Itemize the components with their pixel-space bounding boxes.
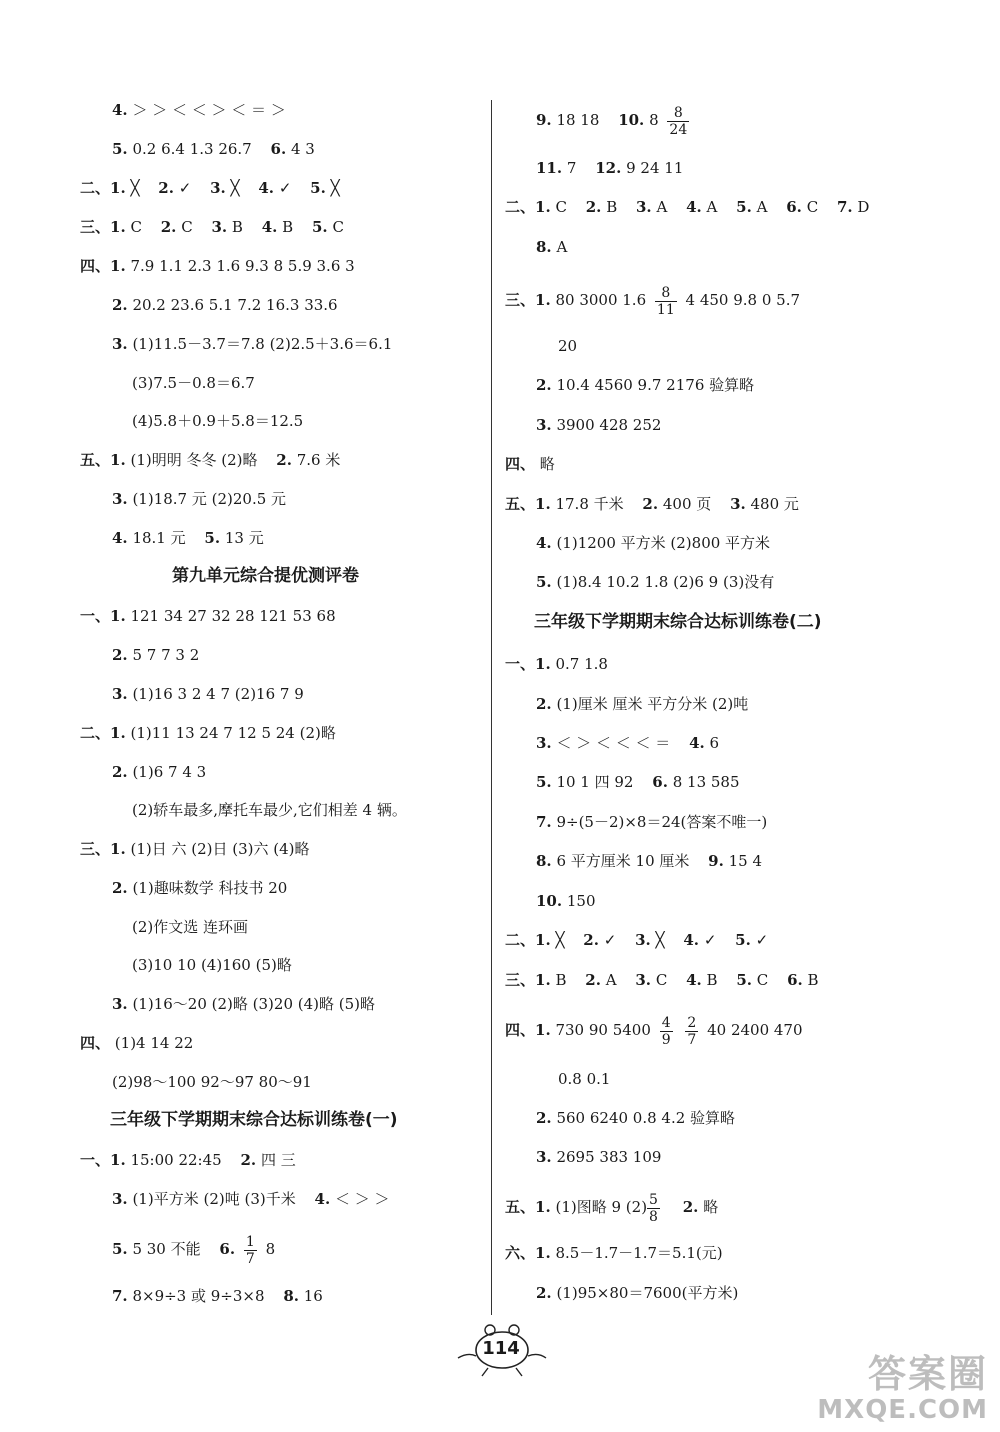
answer-line: [132, 917, 248, 937]
section-prefix: 一、: [80, 607, 111, 625]
answer-text: (4)5.8＋0.9＋5.8＝12.5: [132, 412, 304, 430]
answer-text: 4 3: [290, 140, 315, 158]
item-number: 3.: [210, 179, 226, 197]
item-number: 1.: [535, 1244, 551, 1262]
check-mark: ✓: [755, 931, 769, 949]
fraction: [655, 285, 677, 318]
item-number: 1.: [535, 971, 551, 989]
answer-text: C: [555, 198, 567, 216]
answer-text: A: [605, 971, 617, 989]
item-number: 11.: [536, 159, 563, 177]
answer-line: [558, 336, 577, 356]
item-number: 6.: [652, 773, 668, 791]
section-title: 三年级下学期期末综合达标训练卷(一): [110, 1110, 398, 1130]
answer-line: [132, 373, 255, 393]
item-number: 4.: [689, 734, 705, 752]
answer-text: C: [756, 971, 769, 989]
answer-text: D: [857, 198, 870, 216]
item-number: 1.: [535, 1021, 551, 1039]
item-number: 3.: [636, 198, 652, 216]
answer-line: [112, 139, 315, 159]
answer-text: C: [655, 971, 668, 989]
answer-line: [505, 1190, 718, 1225]
section-prefix: 四、: [505, 455, 536, 473]
answer-line: [112, 295, 338, 315]
answer-text: 150: [566, 892, 596, 910]
section-prefix: 四、: [80, 257, 111, 275]
answer-line: [80, 1150, 296, 1170]
item-number: 1.: [110, 1151, 126, 1169]
item-number: 3.: [635, 931, 651, 949]
answer-text: A: [706, 198, 718, 216]
item-number: 2.: [585, 971, 601, 989]
item-number: 9.: [536, 111, 552, 129]
fraction-numerator: 8: [655, 285, 677, 302]
item-number: 1.: [535, 931, 551, 949]
item-number: 2.: [112, 296, 128, 314]
answer-text: 15 4: [728, 852, 763, 870]
answer-line: [112, 100, 286, 120]
cross-mark: ╳: [330, 179, 340, 197]
answer-line: [536, 772, 740, 792]
item-number: 1.: [110, 840, 126, 858]
fraction-numerator: 5: [649, 1191, 658, 1208]
section-prefix: 五、: [80, 451, 111, 469]
item-number: 6.: [219, 1240, 236, 1258]
item-number: 3.: [536, 734, 552, 752]
answer-text: 16: [303, 1287, 323, 1305]
answer-text: ＞ ＞ ＜ ＜ ＞ ＜ ＝ ＞: [132, 101, 286, 119]
answer-text: 0.8 0.1: [558, 1070, 611, 1088]
item-number: 1.: [110, 218, 126, 236]
item-number: 2.: [112, 763, 128, 781]
answer-text: 5 30 不能: [132, 1240, 201, 1258]
answer-line: [536, 1283, 738, 1303]
item-number: 10.: [536, 892, 563, 910]
answer-line: [505, 282, 800, 318]
fraction: [660, 1015, 673, 1048]
answer-line: [80, 839, 310, 859]
answer-text: C: [181, 218, 193, 236]
answer-text: 10 1 四 92: [556, 773, 634, 791]
item-number: 3.: [112, 335, 128, 353]
answer-line: [536, 533, 770, 553]
item-number: 7.: [536, 813, 552, 831]
item-number: 8.: [536, 238, 552, 256]
answer-line: [80, 217, 344, 237]
answer-text: (1)11 13 24 7 12 5 24 (2)略: [130, 724, 336, 742]
answer-text: 四 三: [260, 1151, 296, 1169]
answer-line: [80, 178, 340, 198]
item-number: 2.: [536, 695, 552, 713]
answer-text: ＜ ＞ ＞: [334, 1190, 390, 1208]
answer-text: (2)98～100 92～97 80～91: [112, 1073, 312, 1091]
answer-line: [505, 930, 768, 950]
item-number: 4.: [686, 971, 702, 989]
answer-text: B: [706, 971, 718, 989]
answer-line: [112, 489, 286, 509]
answer-line: [112, 1189, 390, 1209]
answer-text: (1)平方米 (2)吨 (3)千米: [132, 1190, 296, 1208]
page-number: 114: [482, 1338, 520, 1359]
item-number: 2.: [536, 1109, 552, 1127]
answer-text: (1)6 7 4 3: [132, 763, 207, 781]
answer-line: [112, 762, 206, 782]
answer-line: [112, 645, 199, 665]
section-prefix: 二、: [505, 931, 536, 949]
answer-line: [505, 197, 869, 217]
answer-line: [536, 812, 767, 832]
item-number: 5.: [536, 573, 552, 591]
item-number: 5.: [736, 971, 753, 989]
answer-text: 480 元: [750, 495, 799, 513]
answer-text: (1)11.5－3.7＝7.8 (2)2.5＋3.6＝6.1: [132, 335, 393, 353]
answer-text: (2)轿车最多,摩托车最少,它们相差 4 辆。: [132, 801, 407, 819]
answer-line: [80, 723, 336, 743]
answer-text: (1)95×80＝7600(平方米): [556, 1284, 739, 1302]
item-number: 4.: [314, 1190, 331, 1208]
section-prefix: 一、: [505, 655, 536, 673]
answer-text: 18.1 元: [132, 529, 186, 547]
section-prefix: 二、: [505, 198, 536, 216]
section-prefix: 三、: [80, 218, 111, 236]
item-number: 10.: [618, 111, 645, 129]
answer-text: 20.2 23.6 5.1 7.2 16.3 33.6: [132, 296, 338, 314]
cross-mark: ╳: [130, 179, 140, 197]
watermark-title: 答案圈: [867, 1352, 988, 1396]
answer-line: [112, 1232, 275, 1267]
section-prefix: 五、: [505, 1198, 536, 1216]
item-number: 4.: [683, 931, 700, 949]
answer-text: 20: [558, 337, 578, 355]
item-number: 3.: [536, 1148, 552, 1166]
item-number: 1.: [535, 655, 551, 673]
answer-line: [536, 102, 693, 138]
answer-line: [80, 1033, 193, 1053]
item-number: 1.: [110, 607, 126, 625]
section-prefix: 五、: [505, 495, 536, 513]
item-number: 1.: [110, 724, 126, 742]
answer-line: [536, 375, 754, 395]
answer-text: 2695 383 109: [556, 1148, 662, 1166]
answer-text: 13 元: [224, 529, 264, 547]
answer-text: B: [555, 971, 567, 989]
item-number: 2.: [240, 1151, 257, 1169]
item-number: 4.: [261, 218, 278, 236]
section-prefix: 二、: [80, 724, 111, 742]
item-number: 6.: [787, 971, 803, 989]
answer-line: [536, 1147, 661, 1167]
answer-text: 6: [709, 734, 720, 752]
section-prefix: 三、: [505, 971, 536, 989]
answer-text: (1)16～20 (2)略 (3)20 (4)略 (5)略: [132, 995, 376, 1013]
item-number: 1.: [535, 495, 551, 513]
answer-text: C: [806, 198, 819, 216]
answer-line: [505, 970, 819, 990]
item-number: 2.: [158, 179, 174, 197]
answer-text: 3900 428 252: [556, 416, 662, 434]
answer-text: 7: [566, 159, 577, 177]
answer-line: [536, 694, 748, 714]
answer-line: [112, 994, 375, 1014]
fraction: [244, 1234, 257, 1267]
section-prefix: 二、: [80, 179, 111, 197]
answer-line: [536, 237, 567, 257]
answer-line: [536, 572, 774, 592]
answer-line: [536, 158, 683, 178]
fraction-numerator: 4: [661, 1014, 671, 1031]
answer-line: [536, 851, 762, 871]
item-number: 5.: [112, 1240, 128, 1258]
section-prefix: 六、: [505, 1244, 536, 1262]
answer-text: 6 平方厘米 10 厘米: [556, 852, 690, 870]
answer-text: 9 24 11: [626, 159, 684, 177]
answer-text: 9÷(5－2)×8＝24(答案不唯一): [556, 813, 768, 831]
answer-text: 略: [703, 1198, 719, 1216]
answer-line: [80, 256, 355, 276]
answer-text: A: [756, 198, 768, 216]
answer-text: 40 2400 470: [707, 1021, 803, 1039]
answer-line: [132, 411, 303, 431]
item-number: 5.: [112, 140, 128, 158]
answer-text: C: [332, 218, 344, 236]
fraction-numerator: 2: [687, 1014, 697, 1031]
answer-text: 17.8 千米: [555, 495, 624, 513]
answer-text: 400 页: [662, 495, 712, 513]
fraction: [647, 1192, 660, 1225]
item-number: 6.: [786, 198, 802, 216]
answer-text: (3)7.5－0.8＝6.7: [132, 374, 255, 392]
item-number: 4.: [536, 534, 552, 552]
answer-line: [112, 1072, 312, 1092]
answer-line: [112, 878, 287, 898]
section-prefix: 三、: [505, 291, 536, 309]
answer-text: (2)作文选 连环画: [132, 918, 249, 936]
answer-line: [80, 450, 340, 470]
answer-text: 4 450 9.8 0 5.7: [685, 291, 801, 309]
item-number: 5.: [310, 179, 326, 197]
item-number: 4.: [112, 529, 128, 547]
answer-line: [112, 334, 392, 354]
answer-text: 5 7 7 3 2: [132, 646, 200, 664]
item-number: 2.: [112, 879, 128, 897]
section-prefix: 一、: [80, 1151, 111, 1169]
item-number: 2.: [160, 218, 177, 236]
item-number: 1.: [535, 291, 551, 309]
answer-line: [112, 1286, 323, 1306]
answer-text: (1)厘米 厘米 平方分米 (2)吨: [556, 695, 749, 713]
answer-text: 8: [265, 1240, 276, 1258]
check-mark: ✓: [703, 931, 717, 949]
item-number: 8.: [536, 852, 552, 870]
answer-text: 8.5－1.7－1.7＝5.1(元): [555, 1244, 723, 1262]
item-number: 9.: [708, 852, 724, 870]
answer-text: 0.2 6.4 1.3 26.7: [132, 140, 252, 158]
answer-text: A: [556, 238, 568, 256]
answer-line: [505, 494, 799, 514]
item-number: 4.: [686, 198, 702, 216]
watermark-url: MXQE.COM: [817, 1395, 988, 1425]
answer-text: ＜ ＞ ＜ ＜ ＜ ＝: [556, 734, 671, 752]
item-number: 1.: [110, 451, 126, 469]
check-mark: ✓: [603, 931, 617, 949]
answer-text: B: [807, 971, 819, 989]
item-number: 3.: [730, 495, 746, 513]
answer-text: B: [606, 198, 618, 216]
answer-line: [558, 1069, 610, 1089]
answer-text: 0.7 1.8: [555, 655, 608, 673]
answer-text: 8 13 585: [672, 773, 740, 791]
answer-text: 560 6240 0.8 4.2 验算略: [556, 1109, 736, 1127]
item-number: 2.: [536, 376, 552, 394]
answer-text: 15:00 22:45: [130, 1151, 222, 1169]
item-number: 7.: [836, 198, 853, 216]
item-number: 5.: [204, 529, 221, 547]
answer-line: [536, 415, 661, 435]
answer-text: (1)明明 冬冬 (2)略: [130, 451, 258, 469]
section-title: 第九单元综合提优测评卷: [172, 566, 359, 586]
answer-text: (1)8.4 10.2 1.8 (2)6 9 (3)没有: [556, 573, 775, 591]
answer-text: (1)1200 平方米 (2)800 平方米: [556, 534, 771, 552]
item-number: 5.: [736, 198, 752, 216]
answer-text: (1)日 六 (2)日 (3)六 (4)略: [130, 840, 310, 858]
fraction: [667, 105, 689, 138]
item-number: 5.: [735, 931, 751, 949]
item-number: 5.: [536, 773, 552, 791]
item-number: 3.: [112, 685, 128, 703]
answer-text: 730 90 5400: [555, 1021, 651, 1039]
answer-line: [132, 800, 407, 820]
answer-text: 7.6 米: [296, 451, 341, 469]
fraction-denominator: 8: [649, 1208, 658, 1225]
item-number: 7.: [112, 1287, 128, 1305]
answer-line: [132, 955, 292, 975]
cross-mark: ╳: [230, 179, 240, 197]
answer-text: 10.4 4560 9.7 2176 验算略: [556, 376, 755, 394]
section-title: 三年级下学期期末综合达标训练卷(二): [534, 612, 822, 632]
item-number: 2.: [642, 495, 659, 513]
item-number: 1.: [535, 198, 551, 216]
item-number: 1.: [110, 179, 126, 197]
column-divider: [491, 100, 492, 1315]
answer-text: (1)4 14 22: [114, 1034, 194, 1052]
answer-text: 8: [649, 111, 659, 129]
answer-text: (1)趣味数学 科技书 20: [132, 879, 288, 897]
check-mark: ✓: [278, 179, 292, 197]
answer-line: [505, 1012, 803, 1048]
answer-text: B: [282, 218, 294, 236]
item-number: 3.: [112, 490, 128, 508]
item-number: 3.: [635, 971, 652, 989]
answer-text: 7.9 1.1 2.3 1.6 9.3 8 5.9 3.6 3: [130, 257, 355, 275]
answer-line: [536, 733, 719, 753]
item-number: 6.: [270, 140, 287, 158]
answer-text: 略: [539, 455, 555, 473]
fraction-denominator: 11: [656, 301, 675, 318]
answer-text: (3)10 10 (4)160 (5)略: [132, 956, 292, 974]
item-number: 3.: [536, 416, 552, 434]
item-number: 2.: [112, 646, 128, 664]
item-number: 2.: [276, 451, 292, 469]
answer-line: [505, 654, 608, 674]
item-number: 1.: [535, 1198, 551, 1216]
fraction-denominator: 24: [669, 121, 688, 138]
fraction-denominator: 9: [661, 1031, 671, 1048]
answer-line: [112, 684, 304, 704]
answer-text: 18 18: [556, 111, 600, 129]
section-prefix: 三、: [80, 840, 111, 858]
answer-line: [536, 1108, 735, 1128]
cross-mark: ╳: [555, 931, 565, 949]
answer-text: (1)16 3 2 4 7 (2)16 7 9: [132, 685, 304, 703]
item-number: 4.: [112, 101, 128, 119]
item-number: 5.: [311, 218, 328, 236]
answer-text: (1)图略 9 (2): [555, 1198, 648, 1216]
fraction-denominator: 7: [687, 1031, 697, 1048]
answer-text: 80 3000 1.6: [555, 291, 647, 309]
fraction: [685, 1015, 698, 1048]
watermark: [817, 1352, 988, 1424]
item-number: 1.: [110, 257, 126, 275]
answer-text: A: [656, 198, 668, 216]
item-number: 3.: [211, 218, 228, 236]
fraction-numerator: 1: [245, 1233, 255, 1250]
answer-line: [536, 891, 596, 911]
item-number: 2.: [585, 198, 602, 216]
item-number: 2.: [536, 1284, 552, 1302]
section-prefix: 四、: [505, 1021, 536, 1039]
fraction-denominator: 7: [245, 1250, 255, 1267]
item-number: 12.: [595, 159, 622, 177]
answer-text: 8×9÷3 或 9÷3×8: [132, 1287, 265, 1305]
item-number: 3.: [112, 995, 128, 1013]
answer-line: [505, 454, 555, 474]
item-number: 2.: [682, 1198, 699, 1216]
section-prefix: 四、: [80, 1034, 111, 1052]
item-number: 4.: [258, 179, 275, 197]
answer-text: B: [231, 218, 243, 236]
fraction-numerator: 8: [667, 105, 689, 122]
answer-line: [505, 1243, 723, 1263]
item-number: 2.: [583, 931, 599, 949]
item-number: 8.: [283, 1287, 299, 1305]
answer-line: [80, 606, 336, 626]
answer-text: 121 34 27 32 28 121 53 68: [130, 607, 336, 625]
answer-line: [112, 528, 264, 548]
cross-mark: ╳: [655, 931, 665, 949]
item-number: 3.: [112, 1190, 128, 1208]
answer-text: C: [130, 218, 142, 236]
answer-text: (1)18.7 元 (2)20.5 元: [132, 490, 287, 508]
check-mark: ✓: [178, 179, 192, 197]
